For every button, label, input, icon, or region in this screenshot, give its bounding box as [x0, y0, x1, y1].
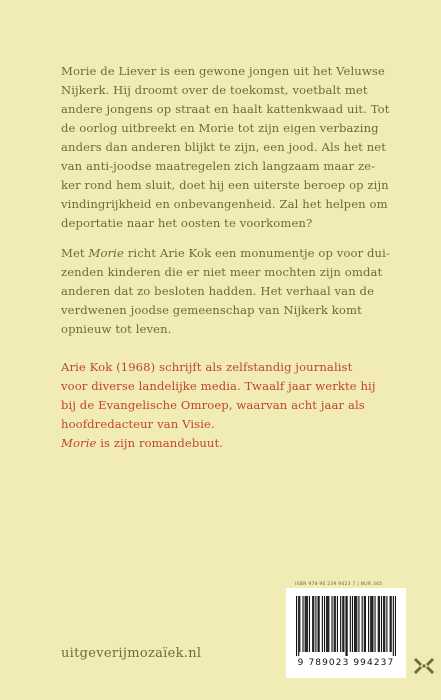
- barcode-number: 9 789023 994237: [297, 658, 395, 668]
- text-line: anders dan anderen blijkt te zijn, een jood. Als het net: [61, 140, 386, 154]
- barcode-bar: [326, 596, 327, 652]
- text-line: ker rond hem sluit, doet hij een uiterste beroep op zijn: [61, 178, 389, 192]
- barcode-bar: [370, 596, 371, 652]
- text-line: bij de Evangelische Omroep, waarvan acht jaar als: [61, 398, 365, 412]
- book-title-italic: Morie: [61, 436, 97, 450]
- barcode-bar: [384, 596, 385, 652]
- author-bio-paragraph: [61, 358, 391, 453]
- barcode-bar: [305, 596, 306, 652]
- text-line: Arie Kok (1968) schrijft als zelfstandig journalist: [61, 360, 353, 374]
- barcode-bar: [315, 596, 316, 652]
- barcode-bar: [393, 596, 394, 656]
- text-line: vindingrijkheid en onbevangenheid. Zal het helpen om: [61, 197, 388, 211]
- barcode-bar: [352, 596, 353, 652]
- text-line: anderen dat zo besloten hadden. Het verhaal van de: [61, 284, 375, 298]
- barcode-bar: [335, 596, 336, 652]
- barcode-bar: [364, 596, 365, 652]
- barcode-bar: [371, 596, 372, 652]
- barcode-bar: [381, 596, 382, 652]
- barcode-bar: [306, 596, 307, 652]
- barcode-bar: [350, 596, 351, 652]
- mozaiek-logo-icon: [414, 656, 434, 676]
- barcode-bar: [383, 596, 384, 652]
- publisher-url[interactable]: uitgeverijmozaïek.nl: [61, 646, 202, 661]
- text-line: deportatie naar het oosten te voorkomen?: [61, 216, 313, 230]
- barcode-bar: [296, 596, 297, 656]
- text-line: voor diverse landelijke media. Twaalf jaar werkte hij: [61, 379, 376, 393]
- barcode-bar: [334, 596, 335, 652]
- barcode-bar: [345, 596, 346, 656]
- barcode-bar: [340, 596, 341, 652]
- barcode-bar: [347, 596, 348, 656]
- barcode-bar: [395, 596, 396, 656]
- synopsis-paragraph: [61, 62, 391, 233]
- barcode-bar: [362, 596, 363, 652]
- barcode-bar: [342, 596, 343, 652]
- barcode-bar: [374, 596, 375, 652]
- text-line: hoofdredacteur van Visie.: [61, 417, 215, 431]
- text-line: Morie de Liever is een gewone jongen uit het Veluwse: [61, 64, 385, 78]
- barcode-bar: [386, 596, 387, 652]
- barcode-bar: [299, 596, 300, 652]
- barcode-bar: [356, 596, 357, 652]
- text-line: van anti-joodse maatregelen zich langzaam maar ze-: [61, 159, 376, 173]
- barcode-bar: [390, 596, 391, 652]
- text-line: [61, 244, 391, 263]
- barcode-bar: [379, 596, 380, 652]
- monument-paragraph: [61, 244, 391, 339]
- barcode-bar: [372, 596, 373, 652]
- text-line: de oorlog uitbreekt en Morie tot zijn eigen verbazing: [61, 121, 379, 135]
- barcode-bar: [302, 596, 303, 652]
- text-line: andere jongens op straat en haalt kattenkwaad uit. Tot: [61, 102, 390, 116]
- barcode-bar: [358, 596, 359, 652]
- barcode-bar: [368, 596, 369, 652]
- text-fragment: Met: [61, 246, 89, 260]
- text-fragment: is zijn romandebuut.: [96, 436, 224, 450]
- barcode-bar: [391, 596, 392, 652]
- barcode-bar: [327, 596, 328, 652]
- barcode-bar: [328, 596, 329, 652]
- barcode-bar: [354, 596, 355, 652]
- barcode: [286, 588, 406, 678]
- barcode-bar: [313, 596, 314, 652]
- barcode-bar: [378, 596, 379, 652]
- barcode-bar: [318, 596, 319, 652]
- text-line: verdwenen joodse gemeenschap van Nijkerk komt: [61, 303, 362, 317]
- barcode-bar: [355, 596, 356, 652]
- barcode-bar: [324, 596, 325, 652]
- barcode-bar: [298, 596, 299, 656]
- barcode-bar: [312, 596, 313, 652]
- barcode-bar: [322, 596, 323, 652]
- text-line: [61, 434, 391, 453]
- barcode-bar: [309, 596, 310, 652]
- text-line: opnieuw tot leven.: [61, 322, 172, 336]
- book-title-italic: Morie: [88, 246, 124, 260]
- barcode-bar: [343, 596, 344, 652]
- text-line: zenden kinderen die er niet meer mochten zijn omdat: [61, 265, 383, 279]
- barcode-bar: [307, 596, 308, 652]
- barcode-bars: [296, 596, 396, 656]
- text-fragment: richt Arie Kok een monumentje op voor dui-: [123, 246, 390, 260]
- barcode-bar: [337, 596, 338, 652]
- barcode-bar: [365, 596, 366, 652]
- barcode-bar: [331, 596, 332, 652]
- barcode-bar: [319, 596, 320, 652]
- text-line: Nijkerk. Hij droomt over de toekomst, voetbalt met: [61, 83, 368, 97]
- isbn-caption: ISBN 978 90 239 9423 7 | NUR 345: [295, 582, 383, 587]
